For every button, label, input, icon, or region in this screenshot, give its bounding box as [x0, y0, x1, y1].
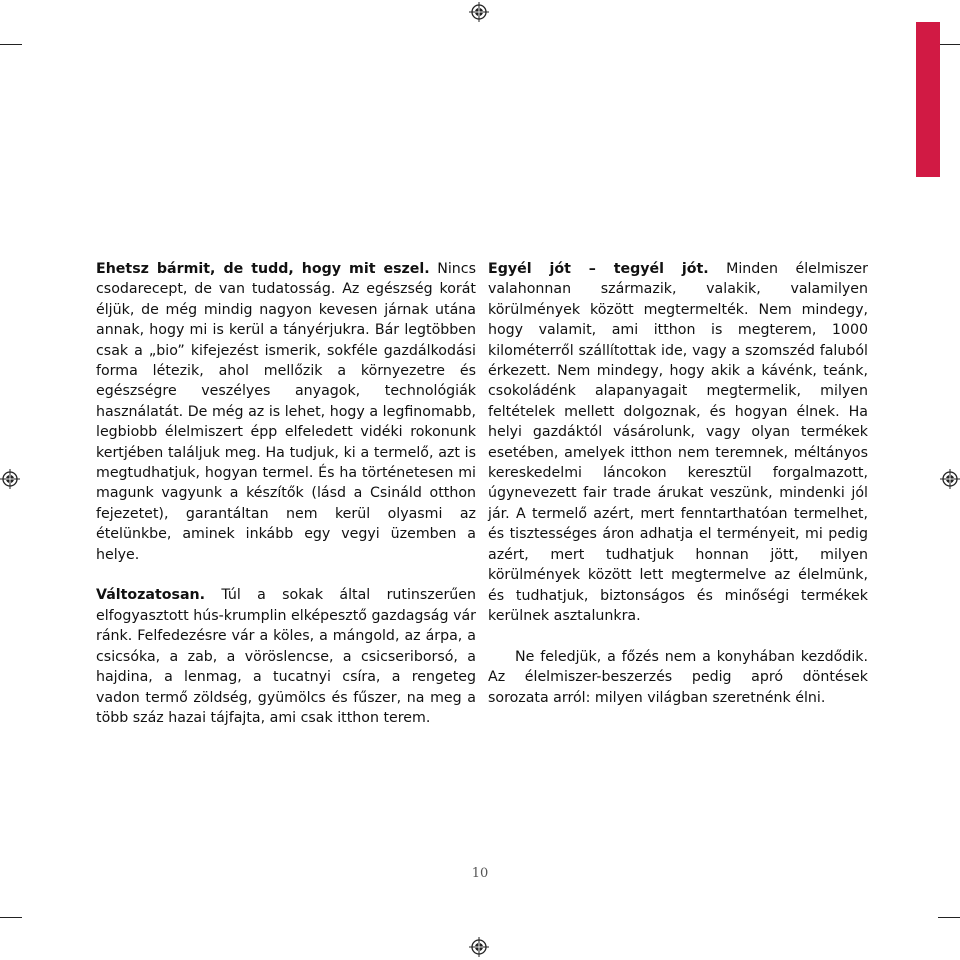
paragraph-body: Nincs csodarecept, de van tudatosság. Az egészség korát éljük, de még mindig nagyon kevesen járnak utána annak, hogy mi is kerül a tányérjukra. Bár legtöbben csak a „bio” kifejezést ismerik, sokféle gazdálkodási forma létezik, ahol mellőzik a környezetre és egészségre veszélyes anyagok, technológiák használatát. De még az is lehet, hogy a legfinomabb, legbiobb élelmiszert épp elfeledett vidéki rokonunk kertjében találjuk meg. Ha tudjuk, ki a termelő, azt is megtudhatjuk, hogyan termel. És ha történetesen mi magunk vagyunk a készítők (lásd a Csináld otthon fejezetet), garantáltan nem kerül olyasmi az ételünkbe, aminek inkább egy vegyi üzemben a helye.	[96, 261, 476, 563]
left-text-column	[96, 259, 476, 728]
paragraph-valtozatosan	[96, 585, 476, 728]
paragraph-ehetsz	[96, 259, 476, 565]
right-text-column	[488, 259, 868, 708]
registration-mark-top-icon	[469, 2, 489, 22]
paragraph-body: Ne feledjük, a főzés nem a konyhában kezdődik. Az élelmiszer-beszerzés pedig apró döntések sorozata arról: milyen világban szeretnénk élni.	[488, 648, 868, 706]
paragraph-egyel-jot	[488, 259, 868, 626]
registration-mark-right-icon	[940, 469, 960, 489]
paragraph-lead: Változatosan.	[96, 587, 206, 604]
paragraph-body: Túl a sokak által rutinszerűen elfogyasztott hús-krumplin elképesztő gazdagság vár ránk. Felfedezésre vár a köles, a mángold, az árpa, a csicsóka, a zab, a vöröslencse, a csicseriborsó, a hajdina, a lenmag, a tucatnyi csíra, a rengeteg vadon termő zöldség, gyümölcs és fűszer, na meg a több száz hazai tájfajta, ami csak itthon terem.	[96, 587, 476, 726]
paragraph-lead: Egyél jót – tegyél jót.	[488, 261, 709, 277]
crop-mark-bottom-left	[0, 917, 22, 918]
paragraph-lead: Ehetsz bármit, de tudd, hogy mit eszel.	[96, 261, 430, 277]
paragraph-ne-feledjuk	[488, 647, 868, 708]
paragraph-body: Minden élelmiszer valahonnan származik, valakik, valamilyen körülmények között megtermelték. Nem mindegy, hogy valamit, ami itthon is megterem, 1000 kilométerről szállítottak ide, vagy a szomszéd faluból érkezett. Nem mindegy, hogy akik a kávénk, teánk, csokoládénk alapanyagait megtermelik, milyen feltételek mellett dolgoznak, és hogyan élnek. Ha helyi gazdáktól vásárolunk, vagy olyan termékek esetében, amelyek itthon nem teremnek, méltányos kereskedelmi láncokon keresztül forgalmazott, úgynevezett fair trade árukat veszünk, mindenki jól jár. A termelő azért, mert fenntarthatóan termelhet, és tisztességes áron adhatja el terményeit, mi pedig azért, mert tudhatjuk honnan jött, milyen körülmények között lett megtermelve az élelmünk, és tudhatjuk, biztonságos és minőségi termékek kerülnek asztalunkra.	[488, 261, 868, 624]
crop-mark-top-right	[938, 44, 960, 45]
registration-mark-bottom-icon	[469, 937, 489, 957]
crop-mark-bottom-right	[938, 917, 960, 918]
page-number: 10	[471, 866, 489, 881]
registration-mark-left-icon	[0, 469, 20, 489]
chapter-color-tab	[916, 22, 940, 177]
crop-mark-top-left	[0, 44, 22, 45]
